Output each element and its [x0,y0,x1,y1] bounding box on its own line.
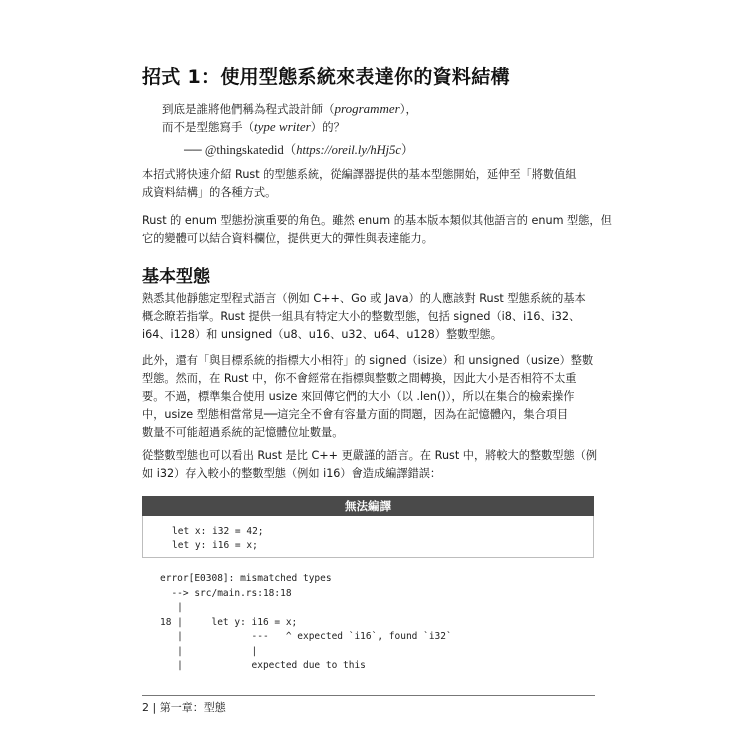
attribution-close: ） [400,143,414,157]
epigraph-emphasis: programmer [334,101,400,116]
section-paragraph-3 [142,447,602,483]
section-paragraph-2 [142,352,602,442]
paragraph-line: 熟悉其他靜態定型程式語言（例如 C++、Go 或 Java）的人應該對 Rust 型態系統的基本 [142,292,586,305]
paragraph-line: 要。不過，標準集合使用 usize 來回傳它們的大小（以 .len()），所以在集合的檢索操作 [142,390,575,403]
error-line: --> src/main.rs:18:18 [160,587,292,599]
epigraph-attribution [184,140,413,158]
error-line: error[E0308]: mismatched types [160,573,332,584]
epigraph-text: ）， [399,102,417,116]
paragraph-line: 此外，還有「與目標系統的指標大小相符」的 signed（isize）和 unsigned（usize）整數 [142,354,594,367]
paragraph-line: 成資料結構」的各種方式。 [142,186,277,199]
section-paragraph-1 [142,290,602,344]
paragraph-line: 數量不可能超過系統的記憶體位址數量。 [142,426,344,439]
paragraph-line: i64、i128）和 unsigned（u8、u16、u32、u64、u128）整數型態。 [142,328,502,341]
code-line: let x: i32 = 42; [172,526,264,537]
epigraph-text: 到底是誰將他們稱為程式設計師（ [162,102,335,116]
code-box-header: 無法編譯 [142,496,594,516]
epigraph-line-1 [162,101,417,117]
epigraph-text: 而不是型態寫手（ [162,120,254,134]
paragraph-line: 如 i32）存入較小的整數型態（例如 i16）會造成編譯錯誤： [142,467,442,480]
footer-divider [142,695,595,696]
epigraph-line-2 [162,119,345,135]
paragraph-line: 從整數型態也可以看出 Rust 是比 C++ 更嚴謹的語言。在 Rust 中，將較大的整數型態（例 [142,449,598,462]
error-line: | [160,602,183,613]
paragraph-line: 本招式將快速介紹 Rust 的型態系統，從編譯器提供的基本型態開始，延伸至「將數值組 [142,168,577,181]
epigraph-emphasis: type writer [254,119,311,134]
attribution-handle: ── @thingskatedid（ [184,143,297,157]
compiler-error-output [160,572,452,674]
page-title: 招式 1：使用型態系統來表達你的資料結構 [142,66,510,88]
error-line: | expected due to this [160,660,366,671]
code-line: let y: i16 = x; [172,540,258,551]
code-listing [172,525,264,553]
error-line: | --- ^ expected `i16`, found `i32` [160,631,452,642]
section-heading: 基本型態 [142,267,210,287]
paragraph-line: 概念瞭若指掌。Rust 提供一組具有特定大小的整數型態，包括 signed（i8、i16、i32、 [142,310,581,323]
error-line: | | [160,645,258,657]
page-footer: 2 | 第一章：型態 [142,701,226,714]
paragraph-line: Rust 的 enum 型態扮演重要的角色。雖然 enum 的基本版本類似其他語言的 enum 型態，但 [142,214,612,227]
error-line: 18 | let y: i16 = x; [160,616,298,628]
intro-paragraph-2 [142,212,612,248]
epigraph-text: ）的？ [310,120,346,134]
paragraph-line: 它的變體可以結合資料欄位，提供更大的彈性與表達能力。 [142,232,433,245]
paragraph-line: 型態。然而，在 Rust 中，你不會經常在指標與整數之間轉換，因此大小是否相符不太重 [142,372,577,385]
intro-paragraph-1 [142,166,602,202]
attribution-link[interactable]: https://oreil.ly/hHj5c [296,143,401,157]
paragraph-line: 中，usize 型態相當常見──這完全不會有容量方面的問題，因為在記憶體內，集合項目 [142,408,569,421]
